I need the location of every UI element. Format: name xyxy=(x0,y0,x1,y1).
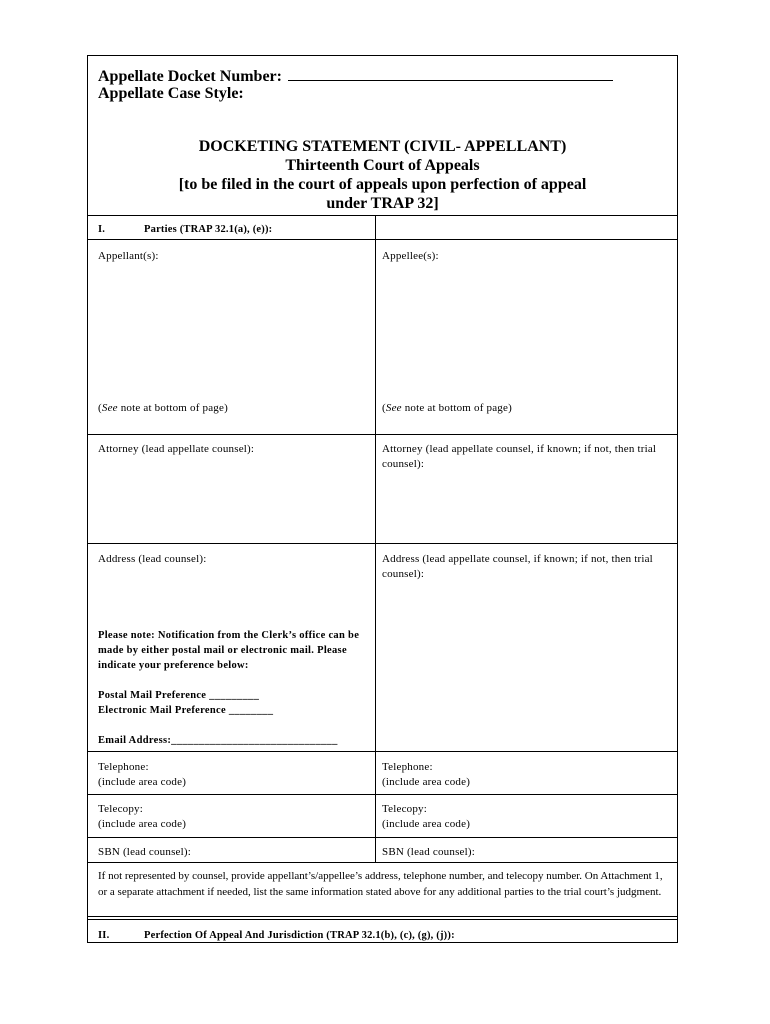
appellee-telephone-hint: (include area code) xyxy=(382,776,471,788)
divider xyxy=(88,239,677,240)
notification-note: Please note: Notification from the Clerk’s office can be made by either postal mail or electronic mail. Please indicate your preference below: xyxy=(98,630,360,671)
appellee-attorney-label: Attorney (lead appellate counsel, if known; if not, then trial counsel): xyxy=(382,443,657,470)
filing-instruction-line2: under TRAP 32] xyxy=(326,195,439,212)
divider xyxy=(88,215,677,216)
case-style-label: Appellate Case Style: xyxy=(98,85,244,102)
section-2-heading: Perfection Of Appeal And Jurisdiction (TRAP 32.1(b), (c), (g), (j)): xyxy=(144,930,455,941)
appellant-sbn-label: SBN (lead counsel): xyxy=(98,846,192,858)
filing-instruction-line1: [to be filed in the court of appeals upon perfection of appeal xyxy=(178,176,587,193)
docket-number-label: Appellate Docket Number: xyxy=(98,68,282,85)
email-address-field[interactable]: Email Address:______________________________ xyxy=(98,735,338,746)
appellant-address-label: Address (lead counsel): xyxy=(98,553,207,565)
appellant-attorney-label: Attorney (lead appellate counsel): xyxy=(98,443,255,455)
section-1-heading: Parties (TRAP 32.1(a), (e)): xyxy=(144,224,273,235)
docket-number-field[interactable] xyxy=(288,66,613,81)
appellee-label: Appellee(s): xyxy=(382,250,439,262)
appellee-telecopy-hint: (include area code) xyxy=(382,818,471,830)
section-1-number: I. xyxy=(98,224,106,235)
postal-mail-preference[interactable]: Postal Mail Preference _________ xyxy=(98,690,260,701)
divider xyxy=(88,434,677,435)
divider xyxy=(88,543,677,544)
appellant-telephone-label: Telephone: xyxy=(98,761,149,773)
divider xyxy=(88,862,677,863)
appellant-telephone-hint: (include area code) xyxy=(98,776,187,788)
appellee-note: (See note at bottom of page) xyxy=(382,402,512,414)
appellant-label: Appellant(s): xyxy=(98,250,159,262)
docketing-statement-form xyxy=(87,55,678,943)
appellee-address-label: Address (lead appellate counsel, if known; if not, then trial counsel): xyxy=(382,553,653,580)
representation-footnote: If not represented by counsel, provide appellant’s/appellee’s address, telephone number, and telecopy number. On Attachment 1, or a separate attachment if needed, list the same information stated above for any additional parties to the trial court’s judgment. xyxy=(98,870,663,898)
appellant-telecopy-hint: (include area code) xyxy=(98,818,187,830)
appellee-sbn-label: SBN (lead counsel): xyxy=(382,846,476,858)
appellee-telephone-label: Telephone: xyxy=(382,761,433,773)
divider xyxy=(88,837,677,838)
form-header xyxy=(88,56,677,214)
appellee-telecopy-label: Telecopy: xyxy=(382,803,428,815)
docket-number-row xyxy=(98,66,613,86)
electronic-mail-preference[interactable]: Electronic Mail Preference ________ xyxy=(98,705,274,716)
divider xyxy=(88,751,677,752)
court-name: Thirteenth Court of Appeals xyxy=(285,157,480,174)
form-title: DOCKETING STATEMENT (CIVIL- APPELLANT) xyxy=(198,138,567,155)
appellant-note: (See note at bottom of page) xyxy=(98,402,228,414)
divider xyxy=(88,794,677,795)
divider xyxy=(88,916,677,917)
section-2-number: II. xyxy=(98,930,110,941)
divider xyxy=(88,919,677,920)
appellant-telecopy-label: Telecopy: xyxy=(98,803,144,815)
column-divider xyxy=(375,215,376,862)
